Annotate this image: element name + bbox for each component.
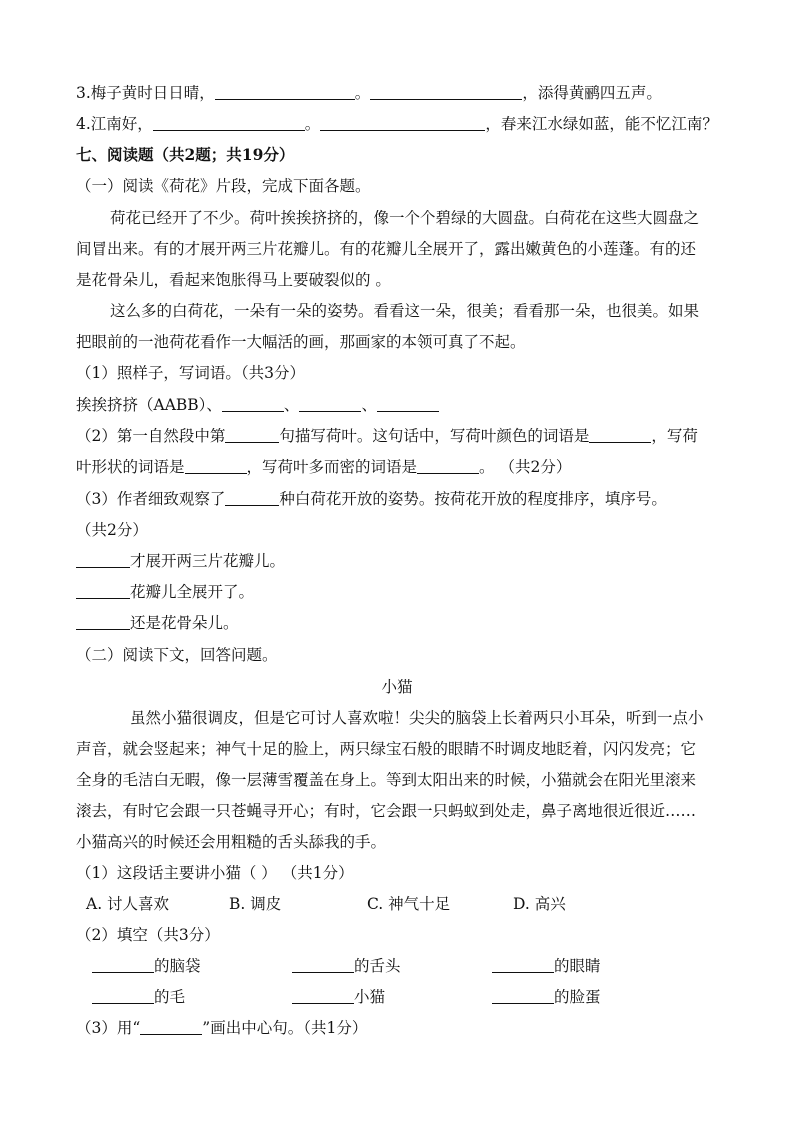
answer-blank[interactable]	[292, 956, 354, 973]
p2-q2: （2）填空（共3分）	[76, 926, 220, 944]
q1-title: （1）照样子，写词语。（共3分）	[76, 364, 305, 382]
passage1-line: 间冒出来。有的才展开两三片花瓣儿。有的花瓣儿全展开了，露出嫩黄色的小莲蓬。有的还	[76, 240, 697, 258]
answer-blank[interactable]	[76, 551, 130, 568]
answer-blank[interactable]	[225, 489, 279, 506]
p2-q3: （3）用“ ”画出中心句。（共1分）	[76, 1019, 368, 1037]
answer-blank[interactable]	[92, 956, 154, 973]
option-b[interactable]: B. 调皮	[229, 895, 282, 913]
passage2-title: 小猫	[381, 678, 413, 696]
q2-line2: 叶形状的词语是 ，写荷叶多而密的词语是 。 （共2分）	[76, 458, 572, 476]
section-heading: 七、阅读题（共2题；共19分）	[76, 145, 295, 164]
answer-blank[interactable]	[417, 457, 479, 474]
passage1-line: 是花骨朵儿，看起来饱胀得马上要破裂似的 。	[76, 271, 391, 289]
passage2-line: 全身的毛洁白无暇，像一层薄雪覆盖在身上。等到太阳出来的时候，小猫就会在阳光里滚来	[76, 771, 697, 789]
passage2-line: 声音，就会竖起来；神气十足的脸上，两只绿宝石般的眼睛不时调皮地眨着，闪闪发亮；它	[76, 740, 697, 758]
poem-question-3: 3.梅子黄时日日晴， 。 ，添得黄鹂四五声。	[76, 84, 662, 102]
option-a[interactable]: A. 讨人喜欢	[86, 895, 170, 913]
option-c[interactable]: C. 神气十足	[367, 895, 451, 913]
answer-blank[interactable]	[299, 395, 361, 412]
answer-blank[interactable]	[140, 1018, 202, 1035]
answer-blank[interactable]	[492, 956, 554, 973]
q3-item: 花瓣儿全展开了。	[76, 581, 718, 603]
answer-blank[interactable]	[76, 613, 130, 630]
answer-blank[interactable]	[76, 582, 130, 599]
q3-line1: （3）作者细致观察了 种白荷花开放的姿势。按荷花开放的程度排序，填序号。	[76, 490, 667, 508]
answer-blank[interactable]	[185, 457, 247, 474]
passage1-line: 这么多的白荷花，一朵有一朵的姿势。看看这一朵，很美；看看那一朵，也很美。如果	[110, 302, 700, 320]
option-d[interactable]: D. 高兴	[513, 895, 566, 913]
q3-score: （共2分）	[76, 521, 148, 539]
p2-q2-row1: 的脑袋 的舌头 的眼睛	[92, 955, 718, 977]
passage2-line: 虽然小猫很调皮，但是它可讨人喜欢啦！尖尖的脑袋上长着两只小耳朵，听到一点小	[130, 709, 704, 727]
answer-blank[interactable]	[292, 987, 354, 1004]
answer-blank[interactable]	[153, 114, 305, 131]
answer-blank[interactable]	[222, 395, 284, 412]
passage1-line: 把眼前的一池荷花看作一大幅活的画，那画家的本领可真了不起。	[76, 333, 526, 351]
passage2-line: 滚去，有时它会跟一只苍蝇寻开心；有时，它会跟一只蚂蚁到处走，鼻子离地很近很近……	[76, 802, 697, 820]
q2-line1: （2）第一自然段中第 句描写荷叶。这句话中，写荷叶颜色的词语是 ，写荷	[76, 427, 698, 445]
answer-blank[interactable]	[320, 114, 485, 131]
p2-q1-options	[86, 893, 718, 915]
p2-q2-row2: 的毛 小猫 的脸蛋	[92, 986, 718, 1008]
answer-blank[interactable]	[370, 83, 522, 100]
answer-blank[interactable]	[492, 987, 554, 1004]
passage2-line: 小猫高兴的时候还会用粗糙的舌头舔我的手。	[76, 833, 387, 851]
q1-answer-row: 挨挨挤挤（AABB）、 、 、	[76, 394, 718, 416]
q3-item: 还是花骨朵儿。	[76, 612, 718, 634]
answer-blank[interactable]	[225, 426, 279, 443]
part1-title: （一）阅读《荷花》片段，完成下面各题。	[76, 177, 371, 195]
answer-blank[interactable]	[215, 83, 355, 100]
passage1-line: 荷花已经开了不少。荷叶挨挨挤挤的，像一个个碧绿的大圆盘。白荷花在这些大圆盘之	[110, 209, 700, 227]
answer-blank[interactable]	[377, 395, 439, 412]
poem-question-4: 4.江南好， 。 ，春来江水绿如蓝，能不忆江南？	[76, 115, 718, 133]
q3-item: 才展开两三片花瓣儿。	[76, 550, 718, 572]
answer-blank[interactable]	[92, 987, 154, 1004]
p2-q1: （1）这段话主要讲小猫（ ） （共1分）	[76, 864, 354, 882]
answer-blank[interactable]	[589, 426, 651, 443]
part2-title: （二）阅读下文，回答问题。	[76, 646, 278, 664]
